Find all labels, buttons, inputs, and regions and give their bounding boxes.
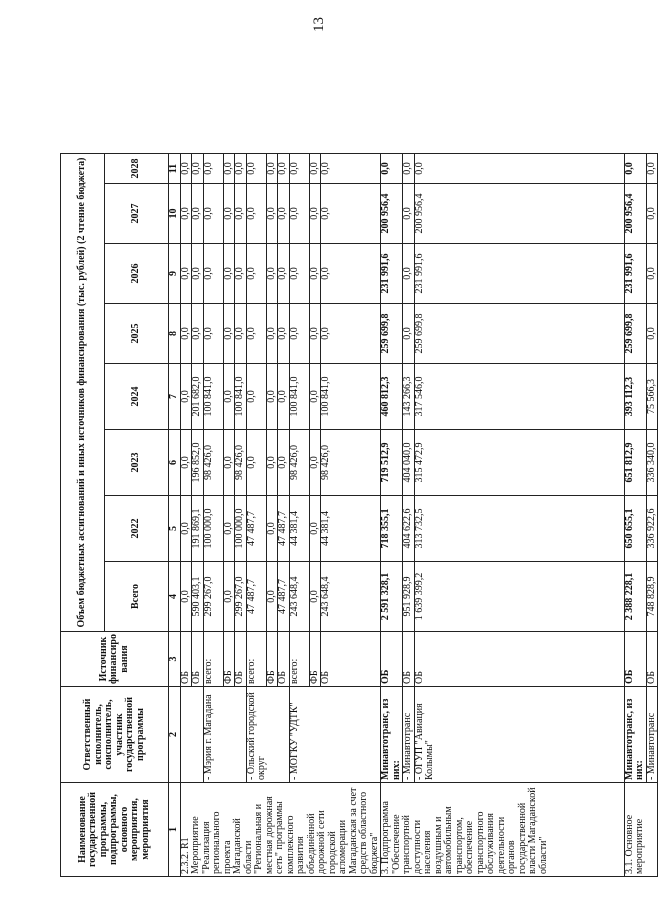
- row-value: 0,0: [414, 154, 624, 184]
- row-value: 719 512,9: [381, 430, 403, 496]
- row-value: 0,0: [246, 430, 266, 496]
- column-number: 1: [169, 783, 181, 877]
- row-value: 0,0: [403, 244, 415, 304]
- table-body: [180, 154, 658, 877]
- row-value: 0,0: [309, 496, 321, 562]
- row-value: 0,0: [403, 184, 415, 244]
- row-value: 0,0: [223, 304, 235, 364]
- row-value: 0,0: [278, 304, 290, 364]
- row-value: 0,0: [180, 430, 192, 496]
- row-value: 0,0: [235, 184, 247, 244]
- row-executor: - Минавтотранс: [403, 687, 415, 783]
- row-name: 2.3.2. R1 Мероприятие "Реализация регионального проекта Магаданской области "Региональная и местная дорожная сеть" программы комплексного развития объединённой дорожной сети городской агломерации Магаданская за счет средств областного бюджета": [180, 783, 381, 877]
- row-value: 0,0: [309, 364, 321, 430]
- header-year: 2024: [105, 364, 169, 430]
- row-value: 44 381,4: [289, 496, 309, 562]
- row-source: ОБ: [235, 632, 247, 687]
- row-value: 100 841,0: [203, 364, 223, 430]
- row-value: 0,0: [235, 244, 247, 304]
- row-value: 0,0: [223, 496, 235, 562]
- table-row: [414, 154, 624, 877]
- row-executor: [180, 687, 203, 783]
- row-name: 3.1. Основное мероприятие: [624, 783, 658, 877]
- column-number: 5: [169, 496, 181, 562]
- row-value: 1 639 399,2: [414, 562, 624, 632]
- row-value: 0,0: [192, 244, 204, 304]
- row-value: 0,0: [321, 244, 381, 304]
- row-value: 0,0: [266, 496, 278, 562]
- row-value: 0,0: [278, 244, 290, 304]
- row-source: ОБ: [278, 632, 290, 687]
- row-value: 0,0: [309, 154, 321, 184]
- row-value: 196 852,0: [192, 430, 204, 496]
- row-value: 259 699,8: [414, 304, 624, 364]
- row-value: 590 403,1: [192, 562, 204, 632]
- row-value: 0,0: [309, 244, 321, 304]
- row-value: 47 487,7: [278, 562, 290, 632]
- row-value: 100 000,0: [203, 496, 223, 562]
- row-value: 0,0: [180, 562, 192, 632]
- row-value: 0,0: [289, 184, 309, 244]
- row-value: 718 355,1: [381, 496, 403, 562]
- row-source: всего:: [289, 632, 309, 687]
- row-value: 0,0: [223, 184, 235, 244]
- row-value: 0,0: [266, 430, 278, 496]
- row-value: 299 267,0: [203, 562, 223, 632]
- row-value: 0,0: [321, 154, 381, 184]
- row-value: 98 426,0: [289, 430, 309, 496]
- table-row: [646, 154, 658, 877]
- row-value: 0,0: [321, 304, 381, 364]
- row-value: 259 699,8: [381, 304, 403, 364]
- column-number: 6: [169, 430, 181, 496]
- column-number: 4: [169, 562, 181, 632]
- header-year: 2026: [105, 244, 169, 304]
- row-value: 0,0: [403, 304, 415, 364]
- row-value: 0,0: [203, 244, 223, 304]
- row-value: 0,0: [203, 184, 223, 244]
- row-value: 748 828,9: [646, 562, 658, 632]
- row-value: 0,0: [180, 154, 192, 184]
- row-value: 0,0: [246, 304, 266, 364]
- row-value: 0,0: [309, 304, 321, 364]
- row-executor: Минавтотранс, из них:: [381, 687, 403, 783]
- table-row: [203, 154, 223, 877]
- row-value: 460 812,3: [381, 364, 403, 430]
- row-source: ОБ: [180, 632, 192, 687]
- header-year: 2023: [105, 430, 169, 496]
- column-number: 10: [169, 184, 181, 244]
- row-value: 0,0: [266, 184, 278, 244]
- table-row: [246, 154, 266, 877]
- row-value: 200 956,4: [381, 184, 403, 244]
- row-value: 0,0: [180, 184, 192, 244]
- row-source: ОБ: [381, 632, 403, 687]
- row-value: 0,0: [223, 430, 235, 496]
- row-value: 0,0: [192, 304, 204, 364]
- row-value: 231 991,6: [624, 244, 646, 304]
- table-row: [403, 154, 415, 877]
- row-value: 0,0: [223, 562, 235, 632]
- row-value: 143 266,3: [403, 364, 415, 430]
- row-value: 231 991,6: [381, 244, 403, 304]
- row-executor: Минавтотранс, из них:: [624, 687, 646, 783]
- row-value: 0,0: [278, 364, 290, 430]
- row-value: 0,0: [192, 154, 204, 184]
- row-value: 0,0: [266, 154, 278, 184]
- row-executor: - Мэрия г. Магадана: [203, 687, 246, 783]
- row-value: 0,0: [266, 304, 278, 364]
- financing-table: [60, 153, 658, 877]
- row-value: 317 546,0: [414, 364, 624, 430]
- row-value: 0,0: [246, 154, 266, 184]
- row-value: 0,0: [289, 154, 309, 184]
- row-value: 201 682,0: [192, 364, 204, 430]
- row-executor: - Минавтотранс: [646, 687, 658, 783]
- row-value: 44 381,4: [321, 496, 381, 562]
- row-value: 100 841,0: [321, 364, 381, 430]
- header-year: 2027: [105, 184, 169, 244]
- row-value: 0,0: [381, 154, 403, 184]
- row-source: ОБ: [192, 632, 204, 687]
- header-name: Наименование государственной программы, подпрограммы, основного мероприятия, мероприятия: [61, 783, 169, 877]
- table-row: [180, 154, 192, 877]
- table-row: [624, 154, 646, 877]
- row-value: 2 591 328,1: [381, 562, 403, 632]
- column-number: 9: [169, 244, 181, 304]
- row-value: 200 956,4: [414, 184, 624, 244]
- row-value: 0,0: [278, 154, 290, 184]
- row-value: 0,0: [266, 562, 278, 632]
- row-value: 0,0: [403, 154, 415, 184]
- row-source: ОБ: [414, 632, 624, 687]
- row-value: 0,0: [646, 184, 658, 244]
- column-number: 7: [169, 364, 181, 430]
- row-source: ОБ: [624, 632, 646, 687]
- row-value: 243 648,4: [321, 562, 381, 632]
- row-value: 98 426,0: [235, 430, 247, 496]
- row-value: 0,0: [180, 364, 192, 430]
- row-value: 100 841,0: [289, 364, 309, 430]
- row-value: 0,0: [180, 304, 192, 364]
- row-value: 47 487,7: [246, 562, 266, 632]
- row-value: 0,0: [646, 154, 658, 184]
- header-source: Источник финансиро вания: [61, 632, 169, 687]
- row-executor: - Ольский городской округ: [246, 687, 289, 783]
- row-value: 191 869,1: [192, 496, 204, 562]
- row-source: ОБ: [403, 632, 415, 687]
- row-value: 0,0: [223, 364, 235, 430]
- row-value: 336 922,6: [646, 496, 658, 562]
- row-value: 313 732,5: [414, 496, 624, 562]
- column-number-row: [169, 154, 181, 877]
- row-value: 0,0: [646, 244, 658, 304]
- row-value: 200 956,4: [624, 184, 646, 244]
- row-value: 0,0: [266, 364, 278, 430]
- row-value: 0,0: [624, 154, 646, 184]
- row-value: 0,0: [309, 430, 321, 496]
- row-value: 651 812,9: [624, 430, 646, 496]
- row-source: ФБ: [223, 632, 235, 687]
- column-number: 8: [169, 304, 181, 364]
- row-value: 0,0: [246, 244, 266, 304]
- row-value: 47 487,7: [246, 496, 266, 562]
- row-source: ФБ: [266, 632, 278, 687]
- row-value: 0,0: [309, 184, 321, 244]
- row-value: 0,0: [235, 304, 247, 364]
- row-value: 2 388 228,1: [624, 562, 646, 632]
- row-value: 243 648,4: [289, 562, 309, 632]
- row-source: ФБ: [309, 632, 321, 687]
- column-number: 11: [169, 154, 181, 184]
- row-value: 100 841,0: [235, 364, 247, 430]
- row-source: всего:: [246, 632, 266, 687]
- row-value: 0,0: [289, 244, 309, 304]
- table-row: [381, 154, 403, 877]
- row-source: ОБ: [321, 632, 381, 687]
- row-executor: - ОГУП "Авиация Колымы": [414, 687, 624, 783]
- row-source: ОБ: [646, 632, 658, 687]
- row-value: 315 472,9: [414, 430, 624, 496]
- row-value: 404 622,6: [403, 496, 415, 562]
- column-number: 2: [169, 687, 181, 783]
- row-value: 98 426,0: [203, 430, 223, 496]
- header-executor: Ответственный исполнитель, соисполнитель, участник государственной программы: [61, 687, 169, 783]
- row-value: 0,0: [309, 562, 321, 632]
- row-value: 0,0: [266, 244, 278, 304]
- row-value: 336 340,0: [646, 430, 658, 496]
- row-value: 0,0: [289, 304, 309, 364]
- row-value: 0,0: [180, 496, 192, 562]
- header-total: Всего: [105, 562, 169, 632]
- column-number: 3: [169, 632, 181, 687]
- row-executor: - МОГКУ "УДТК": [289, 687, 381, 783]
- row-value: 0,0: [278, 430, 290, 496]
- header-year: 2025: [105, 304, 169, 364]
- row-name: 3. Подпрограмма "Обеспечение транспортной доступности населения воздушным и автомобильным транспортом, обеспечение транспортного обслуживания деятельности органов государственной власти Магаданской области": [381, 783, 625, 877]
- row-value: 0,0: [203, 154, 223, 184]
- header-funding-title: Объем бюджетных ассигнований и иных источников финансирования (тыс. рублей) (2 чтение бюджета): [61, 154, 105, 632]
- row-value: 404 040,0: [403, 430, 415, 496]
- row-value: 0,0: [203, 304, 223, 364]
- row-value: 0,0: [321, 184, 381, 244]
- row-value: 0,0: [223, 154, 235, 184]
- row-value: 47 487,7: [278, 496, 290, 562]
- row-source: всего:: [203, 632, 223, 687]
- row-value: 0,0: [278, 184, 290, 244]
- row-value: 951 928,9: [403, 562, 415, 632]
- row-value: 0,0: [223, 244, 235, 304]
- row-value: 650 655,1: [624, 496, 646, 562]
- row-value: 0,0: [235, 154, 247, 184]
- row-value: 259 699,8: [624, 304, 646, 364]
- row-value: 393 112,3: [624, 364, 646, 430]
- row-value: 0,0: [246, 184, 266, 244]
- row-value: 299 267,0: [235, 562, 247, 632]
- page-number: 13: [311, 17, 327, 32]
- row-value: 0,0: [180, 244, 192, 304]
- row-value: 98 426,0: [321, 430, 381, 496]
- row-value: 231 991,6: [414, 244, 624, 304]
- table-row: [289, 154, 309, 877]
- row-value: 100 000,0: [235, 496, 247, 562]
- row-value: 0,0: [646, 304, 658, 364]
- row-value: 0,0: [192, 184, 204, 244]
- row-value: 75 566,3: [646, 364, 658, 430]
- header-year: 2022: [105, 496, 169, 562]
- header-year: 2028: [105, 154, 169, 184]
- row-value: 0,0: [246, 364, 266, 430]
